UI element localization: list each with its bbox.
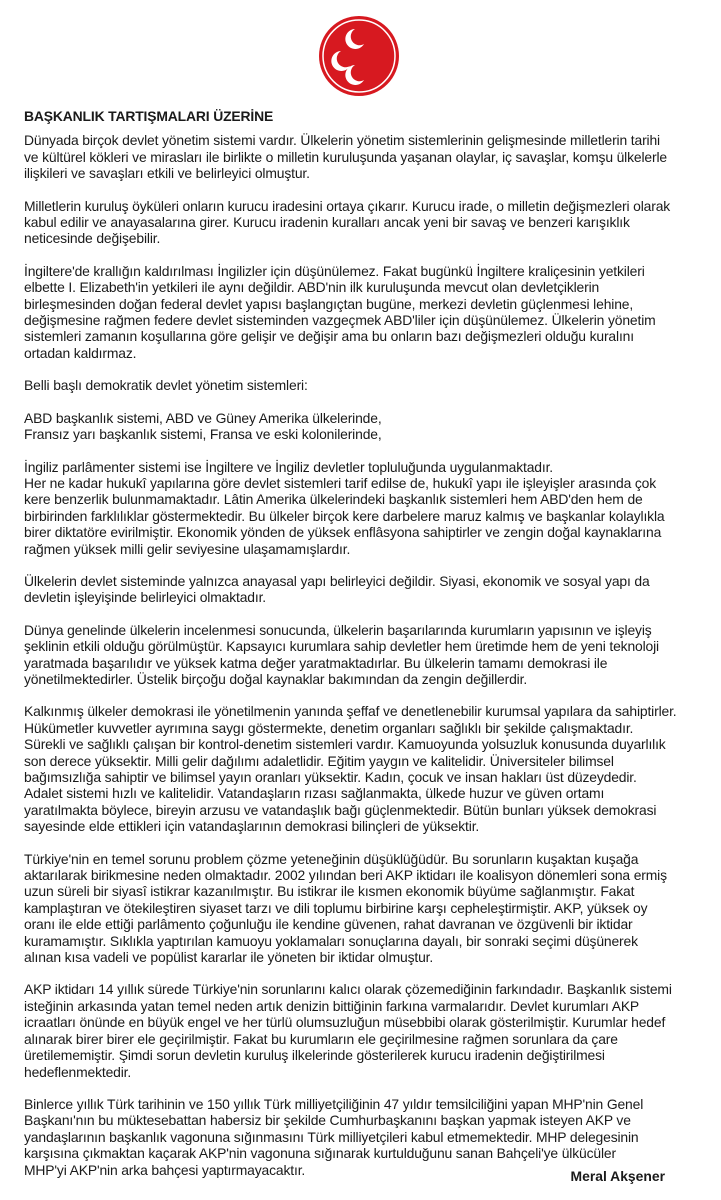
- paragraph-line: Sürekli ve sağlıklı çalışan bir kontrol-denetim sistemleri vardır. Kamuoyunda yolsuzluk konusunda duyarlılık: [24, 736, 666, 753]
- paragraph: [24, 703, 714, 834]
- paragraph: [24, 1096, 714, 1178]
- paragraph-line: yandaşlarının başkanlık vagonuna sığınmasını Türk milliyetçileri kabul etmemektedir. MHP delegesinin: [24, 1128, 639, 1145]
- paragraph-line: neticesinde değişebilir.: [24, 230, 161, 247]
- paragraph-line: son derece yüksektir. Milli gelir dağılımı adaletlidir. Eğitim yaygın ve kalitelidir. Üniversiteler bilimsel: [24, 752, 614, 769]
- paragraph: [24, 622, 714, 688]
- paragraph-line: İngiltere'de krallığın kaldırılması İngilizler için düşünülemez. Fakat bugünkü İngiltere kraliçesinin yetkileri: [24, 262, 645, 279]
- paragraph-line: rağmen yüksek milli gelir seviyesine ulaşamamışlardır.: [24, 540, 351, 557]
- paragraph-line: birleşmesinden doğan federal devlet yapısı başlangıçtan bugüne, merkezi devletin güçlenmesi lehine,: [24, 295, 634, 312]
- statement-body: [24, 108, 714, 1194]
- paragraph-line: sayesinde elde ettikleri için vatandaşlarının demokrasi bilinçleri de yüksektir.: [24, 818, 480, 835]
- paragraph-line: Binlerce yıllık Türk tarihinin ve 150 yıllık Türk milliyetçiliğinin 47 yıldır temsilciliğini yapan MHP'nin Genel: [24, 1095, 644, 1112]
- paragraph-line: bağımsızlığa sahiptir ve bilimsel yayın oranları yüksektir. Kadın, çocuk ve insan hakları üst düzeydedir.: [24, 769, 637, 785]
- paragraph-line: kere benzerlik bulunmamaktadır. Lâtin Amerika ülkelerindeki başkanlık sistemleri hem ABD'den hem de: [24, 491, 643, 508]
- paragraph-line: kuramamıştır. Sıklıkla yaptırılan kamuoyu yoklamaları sonuçlarına dayalı, bir sonraki seçimi düşünerek: [24, 932, 638, 949]
- paragraph: [24, 410, 714, 443]
- paragraph-line: yönetilmektedirler. Üstelik birçoğu doğal kaynaklar bakımından da zengin değillerdir.: [24, 670, 528, 687]
- paragraph-line: oranı ile elde ettiği parlâmento çoğunluğu ile kendine güvenen, rahat davranan ve özgüvenli bir iktidar: [24, 916, 633, 933]
- paragraph-line: sistemleri zamanın koşullarına göre gelişir ve değişir ama bu onların bazı değişmezleri olduğu kuralını: [24, 328, 634, 345]
- paragraph-line: Dünyada birçok devlet yönetim sistemi vardır. Ülkelerin yönetim sistemlerinin gelişmesinde milletlerin tarihi: [24, 132, 660, 149]
- paragraph-line: yaratılmakta böylece, bireyin arzusu ve vatandaşlık bağı güçlenmektedir. Bütün bunları yüksek demokrasi: [24, 801, 657, 818]
- paragraph-line: Fransız yarı başkanlık sistemi, Fransa ve eski kolonilerinde,: [24, 426, 382, 443]
- paragraph-line: şeklinin etkili olduğu görülmüştür. Kapsayıcı kurumlara sahip devletler hem üretimde hem de yeni teknoloji: [24, 638, 659, 655]
- statement-title: BAŞKANLIK TARTIŞMALARI ÜZERİNE: [24, 108, 274, 124]
- paragraph-line: AKP iktidarı 14 yıllık sürede Türkiye'nin sorunlarını kalıcı olarak çözemediğinin farkındadır. Başkanlık sistemi: [24, 981, 672, 998]
- paragraph: [24, 459, 714, 557]
- paragraph-line: birer diktatöre evirilmiştir. Ekonomik yönden de yüksek enflâsyona sahiptirler ve zengin doğal kaynaklarına: [24, 524, 662, 541]
- paragraph-line: değişmesine rağmen federe devlet sisteminden vazgeçmek ABD'liler için düşünülemez. Ülkelerin yönetim: [24, 312, 656, 329]
- paragraph-line: kabul edilir ve anayasalarına girer. Kurucu iradenin kuralları ancak yeni bir savaş ve benzeri karışıklık: [24, 214, 630, 231]
- paragraph: [24, 198, 714, 247]
- paragraph-line: alınarak birer birer ele geçirilmiştir. Fakat bu kurumların ele geçirilmesine rağmen sorunlara da çare: [24, 1030, 618, 1047]
- paragraph-line: elbette I. Elizabeth'in yetkileri ile aynı değildir. ABD'nin ilk kuruluşunda mevcut olan devletçiklerin: [24, 279, 600, 296]
- paragraph: [24, 851, 714, 966]
- paragraph-line: hedeflenmektedir.: [24, 1063, 132, 1080]
- paragraph-line: Hükümetler kuvvetler ayrımına saygı göstermekte, denetim organları sağlıklı bir şekilde çalışmaktadır.: [24, 719, 634, 736]
- paragraph-line: yaratmada başarılıdır ve yüksek katma değer yaratmaktadırlar. Bu ülkelerin tamamı demokrasi ile: [24, 654, 608, 671]
- paragraph-line: ve kültürel kökleri ve mirasları ile birlikte o milletin kuruluşunda yaşanan olaylar, iç savaşlar, komşu ülkelerle: [24, 148, 667, 165]
- paragraph: [24, 377, 714, 393]
- paragraph-line: Dünya genelinde ülkelerin incelenmesi sonucunda, ülkelerin başarılarında kurumların yapısının ve işleyiş: [24, 621, 652, 638]
- paragraph-line: Adalet sistemi hızlı ve kalitelidir. Vatandaşların rızası sağlanmakta, ülkede huzur ve güven ortamı: [24, 785, 605, 802]
- paragraph-line: Türkiye'nin en temel sorunu problem çözme yeteneğinin düşüklüğüdür. Bu sorunların kuşaktan kuşağa: [24, 850, 639, 867]
- paragraph-line: alınan kısa vadeli ve popülist kararlar ile yöneten bir iktidar olmuştur.: [24, 949, 434, 966]
- paragraph-line: kamplaştıran ve ötekileştiren siyaset tarzı ve dili toplumu birbirine karşı cepheleştirmiştir. AKP, yüksek oy: [24, 899, 648, 916]
- paragraph-line: karşısına çıkmaktan kaçarak AKP'nin vagonuna sığınarak kurtulduğunu sanan Bahçeli'ye ülkücüler: [24, 1145, 616, 1162]
- paragraph-line: Belli başlı demokratik devlet yönetim sistemleri:: [24, 377, 308, 394]
- paragraph-line: MHP'yi AKP'nin arka bahçesi yaptırmayacaktır.: [24, 1161, 306, 1178]
- paragraph-line: Ülkelerin devlet sisteminde yalnızca anayasal yapı belirleyici değildir. Siyasi, ekonomik ve sosyal yapı da: [24, 572, 650, 589]
- paragraph-line: İngiliz parlâmenter sistemi ise İngiltere ve İngiliz devletler topluluğunda uygulanmaktadır.: [24, 458, 553, 475]
- paragraph-line: Milletlerin kuruluş öyküleri onların kurucu iradesini ortaya çıkarır. Kurucu irade, o milletin değişmezleri olarak: [24, 197, 671, 214]
- paragraph-line: ABD başkanlık sistemi, ABD ve Güney Amerika ülkelerinde,: [24, 409, 382, 426]
- paragraph-line: icraatları önünde en büyük engel ve her türlü olumsuzluğun müsebbibi olarak gösterilmiştir. Kurumlar hedef: [24, 1014, 666, 1031]
- paragraph-line: aktarılarak birikmesine neden olmaktadır. 2002 yılından beri AKP iktidarı ile koalisyon dönemleri sona ermiş: [24, 867, 667, 884]
- paragraph-line: ilişkileri ve savaşları etkili ve belirleyici olmuştur.: [24, 165, 310, 182]
- paragraph-line: devletin işleyişinde belirleyici olmaktadır.: [24, 589, 267, 606]
- paragraph-line: Kalkınmış ülkeler demokrasi ile yönetilmenin yanında şeffaf ve denetlenebilir kurumsal yapılara da sahiptirler.: [24, 703, 677, 720]
- paragraph: [24, 132, 714, 181]
- paragraph-line: birbirinden farklılıklar göstermektedir. Bu ülkeler birçok kere darbelere maruz kalmış ve başkanlar kolaylıkla: [24, 507, 665, 524]
- paragraph-line: isteğinin arkasında yatan temel neden artık denizin bittiğinin farkına varmalarıdır. Devlet kurumları AKP: [24, 997, 640, 1014]
- paragraph-line: Başkanı'nın bu müktesebattan habersiz bir şekilde Cumhurbaşkanını başkan yapmak isteyen AKP ve: [24, 1112, 631, 1129]
- signature: Meral Akşener: [570, 1168, 665, 1184]
- paragraph-line: uzun süreli bir siyasî istikrar kazanılmıştır. Bu istikrar ile kısmen ekonomik büyüme sağlanmıştır. Fakat: [24, 883, 635, 900]
- paragraph-line: üretilememiştir. Şimdi sorun devletin kuruluş ilkelerinde gösterilerek kurucu iradenin değiştirilmesi: [24, 1047, 605, 1064]
- crescents-emblem-icon: [318, 15, 400, 97]
- paragraph: [24, 263, 714, 361]
- paragraph-line: Her ne kadar hukukî yapılarına göre devlet sistemleri tarif edilse de, hukukî yapı ile işleyişler arasında çok: [24, 474, 657, 491]
- paragraph: [24, 573, 714, 606]
- paragraph: [24, 981, 714, 1079]
- paragraph-line: ortadan kaldırmaz.: [24, 344, 137, 361]
